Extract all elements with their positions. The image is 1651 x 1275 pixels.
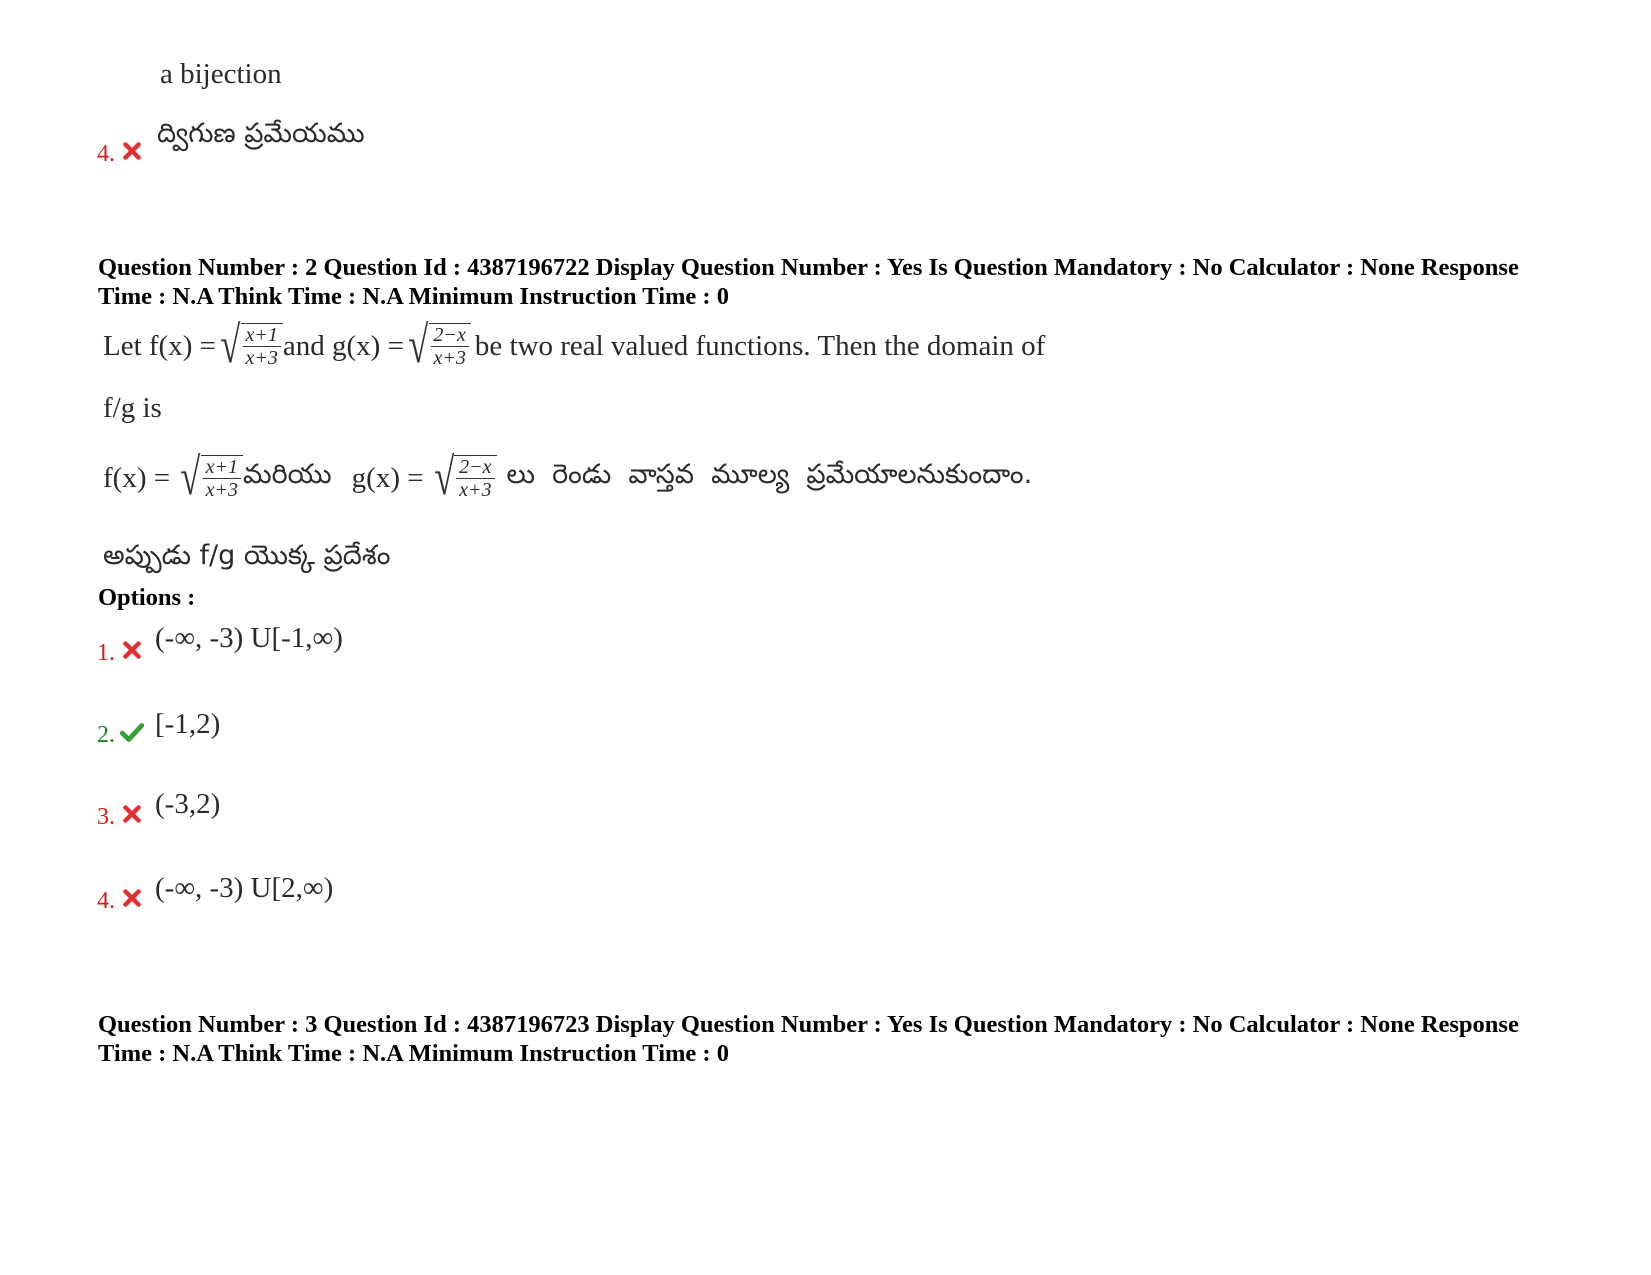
mariyu-text: మరియు xyxy=(243,459,332,490)
question-2-line2-en: f/g is xyxy=(103,392,162,424)
prev-option-4 xyxy=(97,118,365,166)
question-2-header xyxy=(98,253,1558,311)
sqrt-f-te: √ $\frac{x+1}{x+3}$ xyxy=(176,452,243,504)
header-line-2: Time : N.A Think Time : N.A Minimum Instruction Time : 0 xyxy=(98,1040,729,1067)
question-rest-te: లు రెండు వాస్తవ మూల్య ప్రమేయాలనుకుందాం. xyxy=(506,459,1033,490)
wrong-cross-icon xyxy=(121,887,143,909)
option-number: 4. xyxy=(97,141,115,167)
option-number: 4. xyxy=(97,888,115,914)
option-text: [-1,2) xyxy=(155,708,221,740)
question-rest-en: be two real valued functions. Then the domain of xyxy=(474,329,1046,362)
question-2-text-te xyxy=(103,449,1033,506)
f-denominator: x+3 xyxy=(245,347,278,369)
option-text-te: ద్విగుణ ప్రమేయము xyxy=(157,118,365,149)
correct-check-icon xyxy=(119,721,145,743)
option-2 xyxy=(97,708,220,749)
option-3 xyxy=(97,788,220,831)
question-3-header xyxy=(98,1010,1558,1068)
option-1 xyxy=(97,622,343,667)
options-label: Options : xyxy=(98,584,196,611)
sqrt-g: √ $\frac{2-x}{x+3}$ xyxy=(404,320,471,372)
g-denominator: x+3 xyxy=(433,347,466,369)
g-numerator-te: 2−x xyxy=(456,456,494,479)
f-denominator-te: x+3 xyxy=(205,479,238,501)
sqrt-f: √ $\frac{x+1}{x+3}$ xyxy=(216,320,283,372)
wrong-cross-icon xyxy=(121,803,143,825)
option-text: (-3,2) xyxy=(155,788,221,820)
question-2-text-en xyxy=(103,317,1046,374)
g-denominator-te: x+3 xyxy=(459,479,492,501)
option-number: 1. xyxy=(97,640,115,666)
let-fx-label: Let f(x) = xyxy=(103,329,216,362)
option-number: 2. xyxy=(97,722,115,748)
f-numerator: x+1 xyxy=(243,324,281,347)
header-line-1: Question Number : 2 Question Id : 4387196722 Display Question Number : Yes Is Question Mandatory : No Calculator : None Response xyxy=(98,254,1519,281)
question-2-line2-te: అప్పుడు f/g యొక్క ప్రదేశం xyxy=(103,540,391,571)
option-text: (-∞, -3) U[2,∞) xyxy=(155,872,334,904)
wrong-cross-icon xyxy=(121,639,143,661)
f-numerator-te: x+1 xyxy=(203,456,241,479)
option-number: 3. xyxy=(97,804,115,830)
gx-label: g(x) = xyxy=(351,461,424,494)
g-numerator: 2−x xyxy=(431,324,469,347)
prev-option-text-en: a bijection xyxy=(160,58,282,90)
option-4 xyxy=(97,872,333,915)
wrong-cross-icon xyxy=(121,140,143,162)
header-line-1: Question Number : 3 Question Id : 4387196723 Display Question Number : Yes Is Question Mandatory : No Calculator : None Response xyxy=(98,1011,1519,1038)
and-gx-label: and g(x) = xyxy=(282,329,404,362)
header-line-2: Time : N.A Think Time : N.A Minimum Instruction Time : 0 xyxy=(98,283,729,310)
sqrt-g-te: √ $\frac{2-x}{x+3}$ xyxy=(430,452,497,504)
fx-label: f(x) = xyxy=(103,461,171,494)
option-text: (-∞, -3) U[-1,∞) xyxy=(155,622,343,654)
